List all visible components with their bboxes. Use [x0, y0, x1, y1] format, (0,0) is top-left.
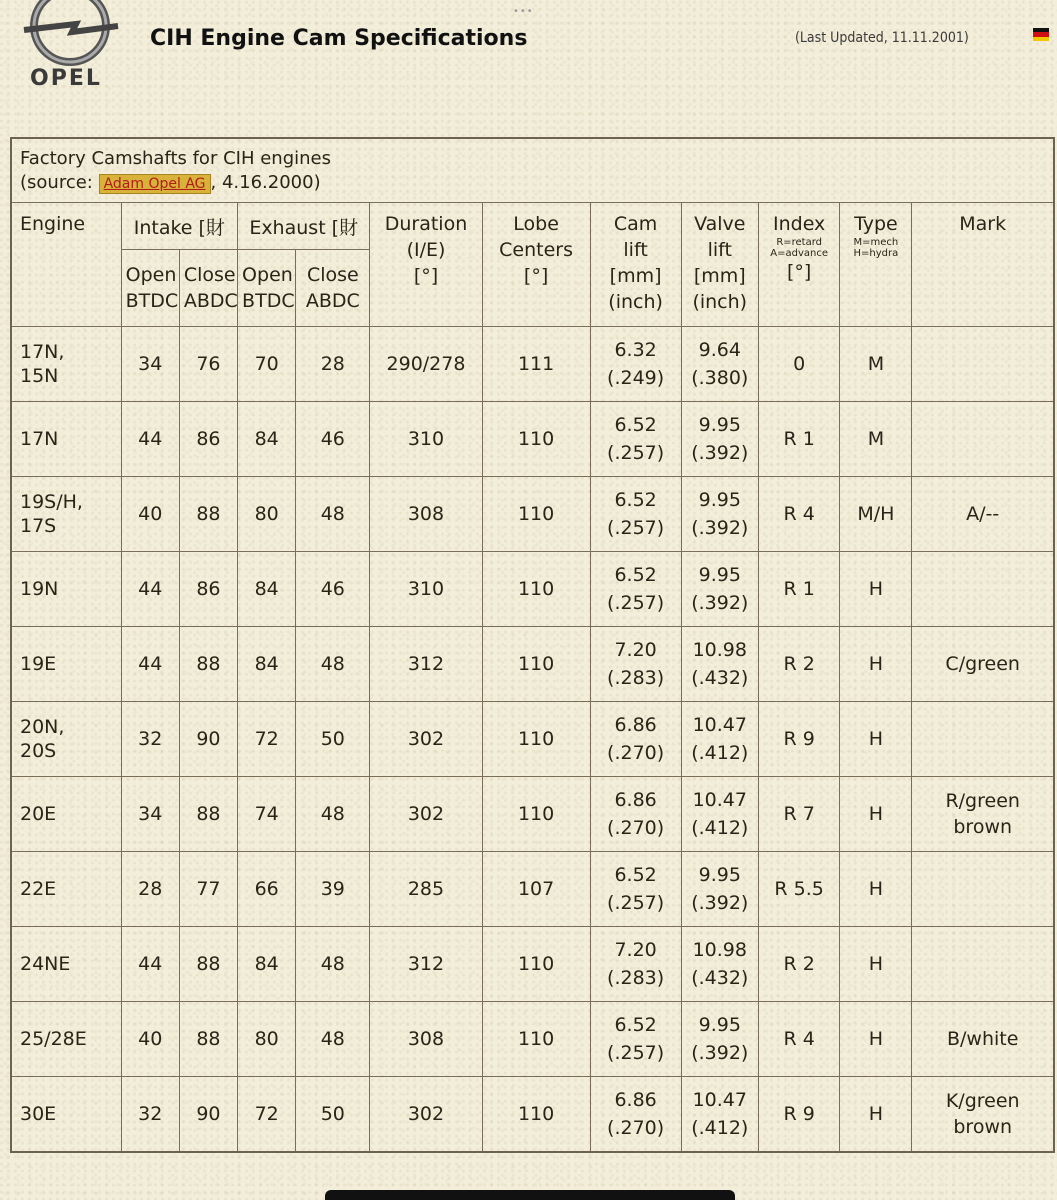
cell-engine-line: 22E [20, 878, 57, 900]
cell-index: R 4 [758, 477, 840, 552]
cell-exhaust-open: 84 [238, 552, 296, 627]
cell-exhaust-open: 70 [238, 327, 296, 402]
cell-engine-line: 17N [20, 428, 59, 450]
cell-mark [912, 477, 1054, 552]
cell-cam-lift [590, 552, 681, 627]
cell-lobe-centers: 110 [482, 477, 590, 552]
table-row [11, 327, 1054, 402]
cell-cam-lift [590, 702, 681, 777]
cell-type: M/H [840, 477, 912, 552]
cell-index: R 5.5 [758, 852, 840, 927]
cell-valve-lift-line: (.432) [691, 667, 749, 689]
table-row [11, 927, 1054, 1002]
cell-intake-close: 86 [179, 402, 237, 477]
cell-valve-lift [681, 777, 758, 852]
cell-engine [11, 477, 121, 552]
cell-mark-line: brown [953, 816, 1013, 838]
cell-mark-line: A/-- [966, 503, 1000, 525]
cell-mark [912, 1002, 1054, 1077]
cell-lobe-centers: 110 [482, 402, 590, 477]
cell-mark [912, 927, 1054, 1002]
cell-engine [11, 777, 121, 852]
cell-lobe-centers: 110 [482, 702, 590, 777]
cell-intake-open: 34 [121, 777, 179, 852]
table-row [11, 627, 1054, 702]
cell-cam-lift-line: 6.52 [614, 414, 657, 436]
last-updated: (Last Updated, 11.11.2001) [795, 30, 969, 46]
cell-duration: 285 [370, 852, 482, 927]
cell-valve-lift-line: 9.64 [698, 339, 741, 361]
cell-intake-open: 44 [121, 927, 179, 1002]
cell-exhaust-close: 48 [296, 627, 370, 702]
cell-engine-line: 30E [20, 1103, 57, 1125]
cell-exhaust-close: 39 [296, 852, 370, 927]
cell-index: R 1 [758, 402, 840, 477]
cell-lobe-centers: 110 [482, 1002, 590, 1077]
table-caption [11, 138, 1054, 203]
table-row [11, 552, 1054, 627]
cell-cam-lift-line: 7.20 [614, 639, 657, 661]
page-title: CIH Engine Cam Specifications [150, 26, 528, 51]
cell-index: R 7 [758, 777, 840, 852]
cell-duration: 312 [370, 627, 482, 702]
table-row [11, 1002, 1054, 1077]
cell-mark-line: brown [953, 1116, 1013, 1138]
cell-duration: 310 [370, 552, 482, 627]
cell-mark-line: R/green [945, 790, 1020, 812]
cell-engine [11, 552, 121, 627]
cell-valve-lift [681, 552, 758, 627]
horizontal-scrollbar[interactable] [325, 1190, 735, 1200]
cell-engine-line: 19E [20, 653, 57, 675]
cell-lobe-centers: 110 [482, 927, 590, 1002]
header-engine: Engine [11, 203, 121, 327]
cell-intake-open: 40 [121, 477, 179, 552]
cell-exhaust-open: 72 [238, 702, 296, 777]
cell-index: R 4 [758, 1002, 840, 1077]
cell-cam-lift-line: (.257) [607, 1042, 665, 1064]
header-mark: Mark [912, 203, 1054, 327]
header-intake-close: Close ABDC [179, 250, 237, 327]
cell-exhaust-close: 28 [296, 327, 370, 402]
header-exhaust-close: Close ABDC [296, 250, 370, 327]
cell-duration: 302 [370, 777, 482, 852]
cell-duration: 312 [370, 927, 482, 1002]
cell-cam-lift-line: (.283) [607, 667, 665, 689]
cell-exhaust-open: 74 [238, 777, 296, 852]
cell-exhaust-open: 72 [238, 1077, 296, 1153]
table-row [11, 402, 1054, 477]
cell-intake-close: 90 [179, 1077, 237, 1153]
opel-logo [14, 0, 124, 100]
logo-text: OPEL [30, 66, 102, 91]
cell-cam-lift-line: (.283) [607, 967, 665, 989]
table-row [11, 477, 1054, 552]
cell-lobe-centers: 110 [482, 1077, 590, 1153]
cell-intake-close: 86 [179, 552, 237, 627]
caption-source: (source: Adam Opel AG , 4.16.2000) [20, 172, 321, 193]
cell-cam-lift-line: 6.52 [614, 1014, 657, 1036]
cell-valve-lift [681, 402, 758, 477]
cell-valve-lift-line: 10.98 [692, 639, 747, 661]
cell-intake-open: 44 [121, 552, 179, 627]
cell-engine-line: 20E [20, 803, 57, 825]
cell-engine [11, 402, 121, 477]
cell-cam-lift [590, 627, 681, 702]
cell-intake-close: 90 [179, 702, 237, 777]
cell-valve-lift-line: (.392) [691, 442, 749, 464]
cell-intake-close: 88 [179, 927, 237, 1002]
cell-engine [11, 627, 121, 702]
table-row [11, 777, 1054, 852]
cell-mark [912, 552, 1054, 627]
header-valve-lift: Valve lift [mm] (inch) [681, 203, 758, 327]
cell-duration: 302 [370, 702, 482, 777]
cell-cam-lift-line: (.257) [607, 892, 665, 914]
cell-valve-lift-line: (.412) [691, 817, 749, 839]
page-indicator-dots: ••• [513, 6, 534, 17]
cell-type: H [840, 1002, 912, 1077]
cell-lobe-centers: 110 [482, 552, 590, 627]
cell-intake-close: 76 [179, 327, 237, 402]
cell-lobe-centers: 110 [482, 777, 590, 852]
cell-index: 0 [758, 327, 840, 402]
cell-cam-lift-line: (.249) [607, 367, 665, 389]
table-row [11, 1077, 1054, 1153]
cell-duration: 310 [370, 402, 482, 477]
header-exhaust: Exhaust [財 [238, 203, 370, 250]
cell-cam-lift-line: (.270) [607, 742, 665, 764]
cell-duration: 308 [370, 1002, 482, 1077]
header-cam-lift: Cam lift [mm] (inch) [590, 203, 681, 327]
cell-valve-lift-line: (.380) [691, 367, 749, 389]
cell-cam-lift [590, 1077, 681, 1153]
header-intake: Intake [財 [121, 203, 237, 250]
cell-valve-lift-line: (.432) [691, 967, 749, 989]
cell-mark-line: K/green [945, 1090, 1020, 1112]
cell-valve-lift [681, 852, 758, 927]
cell-exhaust-close: 50 [296, 702, 370, 777]
cell-valve-lift-line: 9.95 [698, 489, 741, 511]
cell-valve-lift [681, 327, 758, 402]
cell-mark [912, 402, 1054, 477]
cell-valve-lift-line: 10.47 [692, 714, 747, 736]
cell-valve-lift-line: (.392) [691, 592, 749, 614]
german-flag-icon[interactable] [1033, 28, 1049, 41]
cell-engine-line: 20S [20, 740, 57, 762]
cell-cam-lift [590, 327, 681, 402]
cell-lobe-centers: 111 [482, 327, 590, 402]
cell-mark [912, 777, 1054, 852]
cell-exhaust-close: 48 [296, 1002, 370, 1077]
cell-type: H [840, 1077, 912, 1153]
header-duration: Duration (I/E) [°] [370, 203, 482, 327]
cell-type: H [840, 852, 912, 927]
cell-engine [11, 1077, 121, 1153]
cell-cam-lift-line: (.257) [607, 592, 665, 614]
cell-index: R 9 [758, 702, 840, 777]
cell-engine [11, 702, 121, 777]
cell-cam-lift-line: (.257) [607, 517, 665, 539]
cell-engine-line: 24NE [20, 953, 71, 975]
cell-valve-lift [681, 477, 758, 552]
cell-intake-close: 88 [179, 1002, 237, 1077]
cell-intake-close: 88 [179, 477, 237, 552]
cell-engine [11, 852, 121, 927]
cell-valve-lift [681, 702, 758, 777]
cell-intake-close: 77 [179, 852, 237, 927]
header-type: Type M=mech H=hydra [840, 203, 912, 327]
cell-cam-lift-line: 6.52 [614, 864, 657, 886]
header-lobe-centers: Lobe Centers [°] [482, 203, 590, 327]
cell-mark [912, 327, 1054, 402]
cell-exhaust-close: 50 [296, 1077, 370, 1153]
cell-cam-lift [590, 477, 681, 552]
cell-mark [912, 627, 1054, 702]
cell-cam-lift [590, 927, 681, 1002]
cell-mark [912, 1077, 1054, 1153]
cell-engine [11, 327, 121, 402]
cell-valve-lift-line: (.392) [691, 1042, 749, 1064]
cell-exhaust-close: 48 [296, 477, 370, 552]
cell-cam-lift [590, 1002, 681, 1077]
cell-valve-lift [681, 1077, 758, 1153]
cell-valve-lift [681, 927, 758, 1002]
cell-valve-lift [681, 1002, 758, 1077]
cell-exhaust-close: 48 [296, 927, 370, 1002]
cell-intake-open: 44 [121, 402, 179, 477]
cell-valve-lift-line: 9.95 [698, 414, 741, 436]
cell-valve-lift-line: 10.98 [692, 939, 747, 961]
cell-valve-lift-line: (.392) [691, 517, 749, 539]
cell-cam-lift-line: (.270) [607, 1117, 665, 1139]
cell-index: R 9 [758, 1077, 840, 1153]
cell-exhaust-open: 80 [238, 477, 296, 552]
cell-lobe-centers: 110 [482, 627, 590, 702]
cell-cam-lift [590, 402, 681, 477]
cell-cam-lift-line: 6.86 [614, 789, 657, 811]
cell-type: H [840, 552, 912, 627]
cell-valve-lift-line: 10.47 [692, 1089, 747, 1111]
table-row [11, 852, 1054, 927]
cell-type: H [840, 702, 912, 777]
table-row [11, 702, 1054, 777]
cell-intake-open: 28 [121, 852, 179, 927]
cell-cam-lift-line: 6.32 [614, 339, 657, 361]
cell-duration: 308 [370, 477, 482, 552]
header-intake-open: Open BTDC [121, 250, 179, 327]
cell-index: R 2 [758, 627, 840, 702]
cell-exhaust-open: 84 [238, 627, 296, 702]
cell-exhaust-close: 48 [296, 777, 370, 852]
header-index: Index R=retard A=advance [°] [758, 203, 840, 327]
cell-cam-lift-line: 7.20 [614, 939, 657, 961]
cell-valve-lift-line: (.392) [691, 892, 749, 914]
cell-type: H [840, 777, 912, 852]
cell-cam-lift [590, 852, 681, 927]
cell-exhaust-open: 80 [238, 1002, 296, 1077]
cell-engine-line: 19N [20, 578, 59, 600]
cell-cam-lift-line: 6.52 [614, 489, 657, 511]
cell-cam-lift-line: 6.52 [614, 564, 657, 586]
cell-cam-lift-line: 6.86 [614, 1089, 657, 1111]
source-link[interactable]: Adam Opel AG [99, 174, 211, 194]
cell-engine-line: 19S/H, [20, 491, 83, 513]
cell-exhaust-open: 66 [238, 852, 296, 927]
cell-type: H [840, 927, 912, 1002]
cell-engine-line: 17S [20, 515, 57, 537]
cell-valve-lift [681, 627, 758, 702]
cell-valve-lift-line: (.412) [691, 1117, 749, 1139]
cell-mark [912, 702, 1054, 777]
cell-engine [11, 1002, 121, 1077]
cell-valve-lift-line: (.412) [691, 742, 749, 764]
cell-lobe-centers: 107 [482, 852, 590, 927]
cell-duration: 290/278 [370, 327, 482, 402]
cell-cam-lift [590, 777, 681, 852]
cell-cam-lift-line: (.257) [607, 442, 665, 464]
cell-intake-close: 88 [179, 777, 237, 852]
cell-cam-lift-line: 6.86 [614, 714, 657, 736]
cell-engine [11, 927, 121, 1002]
cell-intake-open: 40 [121, 1002, 179, 1077]
cell-valve-lift-line: 9.95 [698, 564, 741, 586]
cell-valve-lift-line: 9.95 [698, 1014, 741, 1036]
cell-index: R 1 [758, 552, 840, 627]
cell-exhaust-close: 46 [296, 552, 370, 627]
caption-title: Factory Camshafts for CIH engines [20, 148, 331, 169]
cell-cam-lift-line: (.270) [607, 817, 665, 839]
cell-intake-close: 88 [179, 627, 237, 702]
cell-engine-line: 25/28E [20, 1028, 87, 1050]
cell-intake-open: 44 [121, 627, 179, 702]
cell-intake-open: 32 [121, 702, 179, 777]
cell-exhaust-open: 84 [238, 402, 296, 477]
cell-type: H [840, 627, 912, 702]
cell-exhaust-open: 84 [238, 927, 296, 1002]
camshaft-table [10, 137, 1055, 1153]
header-exhaust-open: Open BTDC [238, 250, 296, 327]
cell-duration: 302 [370, 1077, 482, 1153]
cell-valve-lift-line: 9.95 [698, 864, 741, 886]
cell-engine-line: 15N [20, 365, 59, 387]
cell-mark [912, 852, 1054, 927]
cell-engine-line: 20N, [20, 716, 65, 738]
cell-valve-lift-line: 10.47 [692, 789, 747, 811]
cell-mark-line: C/green [945, 653, 1020, 675]
cell-engine-line: 17N, [20, 341, 65, 363]
cell-mark-line: B/white [946, 1028, 1019, 1050]
opel-blitz-icon [14, 0, 124, 70]
cell-exhaust-close: 46 [296, 402, 370, 477]
cell-type: M [840, 327, 912, 402]
cell-intake-open: 32 [121, 1077, 179, 1153]
cell-intake-open: 34 [121, 327, 179, 402]
cell-type: M [840, 402, 912, 477]
cell-index: R 2 [758, 927, 840, 1002]
